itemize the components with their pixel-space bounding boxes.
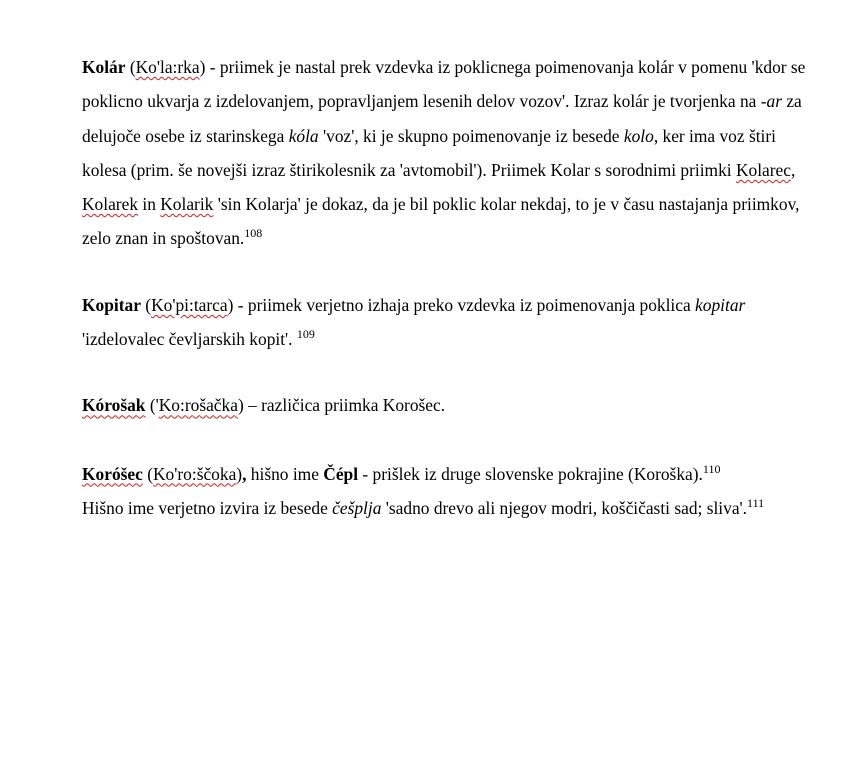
related-surname: Kolarek: [82, 194, 139, 215]
footnote-ref[interactable]: 111: [747, 495, 765, 510]
entry-kolar: Kolár (Ko'la:rka) - priimek je nastal prek vzdevka iz poklicnega poimenovanja kolár v pomenu 'kdor se poklicno ukvarja z izdelovanjem, popravljanjem lesenih delov vozov'. Izraz kolár je tvorjenka na -ar za delujoče osebe iz starinskega kóla 'voz', ki je skupno poimenovanje iz besede kolo, ker ima voz štiri kolesa (prim. še novejši izraz štirikolesnik za 'avtomobil'). Priimek Kolar s sorodnimi priimki Kolarec, Kolarek in Kolarik 'sin Kolarja' je dokaz, da je bil poklic kolar nekdaj, to je v času nastajanja priimkov, zelo znan in spoštovan.$^{108}$: [82, 57, 806, 249]
pronunciation: Ko'pi:tarca: [151, 294, 228, 315]
document-page: [82, 50, 807, 525]
pronunciation: Ko'la:rka: [135, 57, 200, 77]
pronunciation: Ko'ro:ščoka: [152, 463, 237, 484]
entry-headword: Kórošak: [82, 395, 146, 416]
entry-kopitar: Kopitar (Ko'pi:tarca) - priimek verjetno izhaja preko vzdevka iz poimenovanja poklica kopitar 'izdelovalec čevljarskih kopit'. $^{109}$: [82, 294, 746, 350]
pronunciation: Ko:rošačka: [158, 395, 238, 416]
entry-korosec: Koróšec (Ko'ro:ščoka), hišno ime Čépl - prišlek iz druge slovenske pokrajine (Koroška).$^{110}$ Hišno ime verjetno izvira iz besede češplja 'sadno drevo ali njegov modri, koščičasti sad; sliva'.$^{111}$: [82, 461, 765, 518]
footnote-ref[interactable]: 109: [296, 327, 315, 342]
related-surname: Kolarik: [160, 194, 214, 215]
entry-headword: Kopitar: [82, 294, 141, 315]
related-surname: Kolarec: [735, 159, 791, 180]
footnote-ref[interactable]: 108: [244, 226, 263, 241]
entry-headword: Koróšec: [82, 463, 143, 484]
footnote-ref[interactable]: 110: [702, 461, 721, 476]
entry-headword: Kolár: [82, 57, 126, 77]
entry-korosak: Kórošak ('Ko:rošačka) – različica priimka Korošec.: [82, 395, 446, 416]
house-name: Čépl: [323, 463, 359, 484]
